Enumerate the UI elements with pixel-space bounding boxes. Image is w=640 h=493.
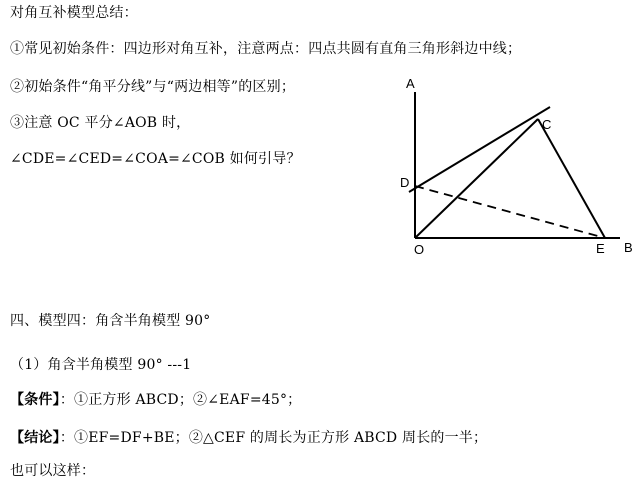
model-four-heading: 四、模型四：角含半角模型 90° [10,313,211,329]
note-4: ∠CDE=∠CED=∠COA=∠COB 如何引导？ [10,151,301,167]
line-dc-extended [409,107,550,192]
geometry-figure [395,70,640,260]
note-3: ③注意 OC 平分∠AOB 时， [10,115,191,131]
sub-heading: （1）角含半角模型 90° ---1 [10,357,192,373]
label-d: D [400,175,410,190]
label-e: E [596,241,605,256]
conclusion [10,429,487,447]
section-title: 对角互补模型总结： [10,5,138,21]
label-c: C [542,117,552,132]
label-a: A [406,76,415,91]
segment-oc [415,119,538,238]
conditions-text: ：①正方形 ABCD；②∠EAF=45°； [59,392,302,408]
note-2: ②初始条件“角平分线”与“两边相等”的区别； [10,79,296,95]
label-o: O [414,242,425,257]
segment-de-dashed [415,186,605,238]
conditions [10,391,301,409]
closing-line: 也可以这样： [10,463,96,479]
conditions-tag: 【条件】 [10,392,60,408]
conclusion-text: ：①EF=DF+BE；②△CEF 的周长为正方形 ABCD 周长的一半； [59,430,488,446]
label-b: B [624,240,633,255]
segment-ce [538,119,605,238]
conclusion-tag: 【结论】 [10,430,60,446]
note-1: ①常见初始条件：四边形对角互补，注意两点：四点共圆有直角三角形斜边中线； [10,41,522,57]
